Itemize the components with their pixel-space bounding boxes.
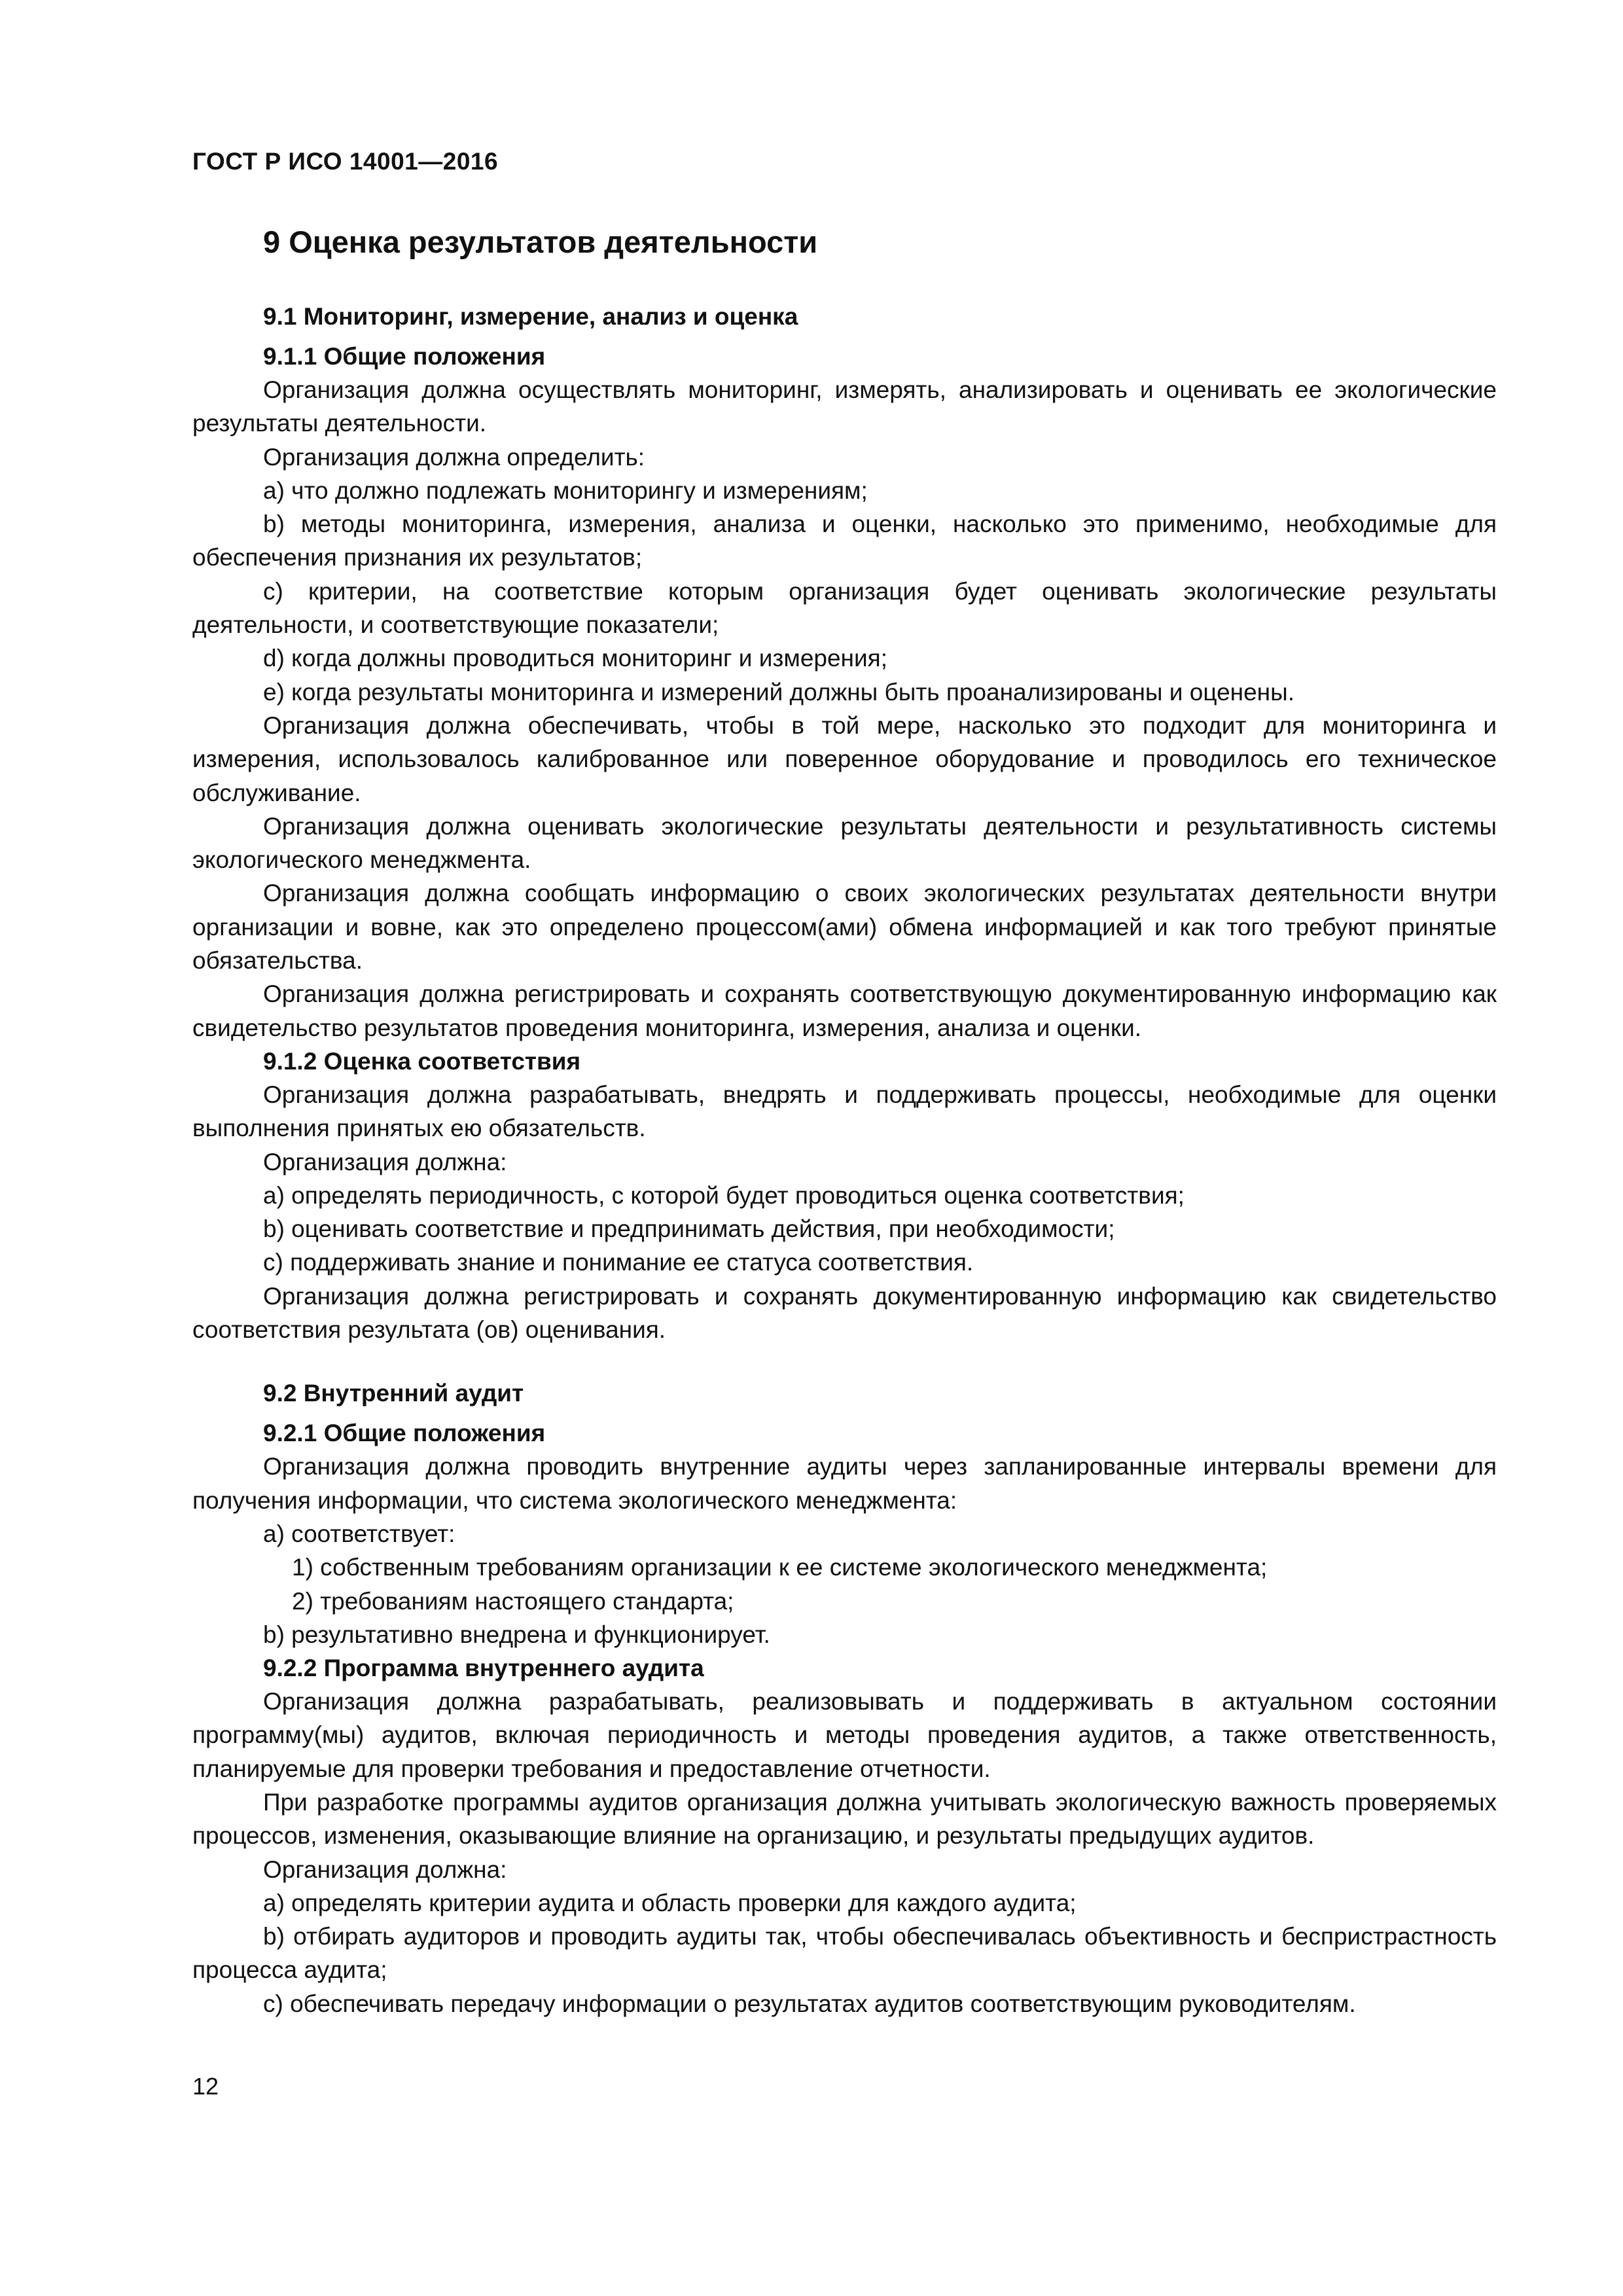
subsection-heading-9-2: 9.2 Внутренний аудит	[263, 1380, 524, 1407]
paragraph: Организация должна оценивать экологические результаты деятельности и результативность системы экологического менеджмента.	[192, 812, 1497, 874]
paragraph: Организация должна обеспечивать, чтобы в той мере, насколько это подходит для мониторинга и измерения, использовалось калиброванное или поверенное оборудование и проводилось его техническое обслуживание.	[192, 711, 1497, 806]
clause-heading-9-1-2: 9.1.2 Оценка соответствия	[263, 1047, 581, 1075]
paragraph: Организация должна регистрировать и сохранять соответствующую документированную информацию как свидетельство результатов проведения мониторинга, измерения, анализа и оценки.	[192, 980, 1497, 1041]
standard-designation: ГОСТ Р ИСО 14001—2016	[192, 148, 499, 175]
list-item: а) определять периодичность, с которой будет проводиться оценка соответствия;	[263, 1181, 1185, 1209]
paragraph: Организация должна разрабатывать, реализовывать и поддерживать в актуальном состоянии программу(мы) аудитов, включая периодичность и методы проведения аудитов, а также ответственность, планируемые для проверки требования и предоставление отчетности.	[192, 1688, 1497, 1782]
paragraph: Организация должна осуществлять мониторинг, измерять, анализировать и оценивать ее экологические результаты деятельности.	[192, 376, 1497, 437]
paragraph: Организация должна разрабатывать, внедрять и поддерживать процессы, необходимые для оценки выполнения принятых ею обязательств.	[192, 1081, 1497, 1142]
list-item: b) оценивать соответствие и предпринимать действия, при необходимости;	[263, 1215, 1115, 1243]
list-item: а) определять критерии аудита и область проверки для каждого аудита;	[263, 1889, 1077, 1916]
clause-heading-9-2-1: 9.2.1 Общие положения	[263, 1420, 546, 1447]
list-item: с) обеспечивать передачу информации о результатах аудитов соответствующим руководителям.	[263, 1990, 1356, 2017]
list-item: b) результативно внедрена и функционирует.	[263, 1621, 770, 1648]
paragraph: Организация должна определить:	[263, 443, 645, 471]
paragraph: Организация должна проводить внутренние аудиты через запланированные интервалы времени для получения информации, что система экологического менеджмента:	[192, 1453, 1497, 1514]
list-item: а) что должно подлежать мониторингу и измерениям;	[263, 476, 868, 504]
list-item: а) соответствует:	[263, 1520, 455, 1547]
clause-heading-9-2-2: 9.2.2 Программа внутреннего аудита	[263, 1655, 704, 1682]
section-heading: 9 Оценка результатов деятельности	[263, 224, 818, 259]
paragraph: Организация должна:	[263, 1148, 507, 1175]
paragraph: При разработке программы аудитов организация должна учитывать экологическую важность проверяемых процессов, изменения, оказывающие влияние на организацию, и результаты предыдущих аудитов.	[192, 1788, 1497, 1850]
list-subitem: 1) собственным требованиям организации к ее системе экологического менеджмента;	[292, 1554, 1268, 1581]
paragraph: Организация должна:	[263, 1856, 507, 1883]
clause-heading-9-1-1: 9.1.1 Общие положения	[263, 343, 546, 370]
list-subitem: 2) требованиям настоящего стандарта;	[292, 1587, 734, 1615]
list-item: b) отбирать аудиторов и проводить аудиты так, чтобы обеспечивалась объективность и беспристрастность процесса аудита;	[192, 1923, 1497, 1984]
list-item: d) когда должны проводиться мониторинг и измерения;	[263, 645, 887, 672]
list-item: с) поддерживать знание и понимание ее статуса соответствия.	[263, 1249, 974, 1276]
list-item: е) когда результаты мониторинга и измерений должны быть проанализированы и оценены.	[263, 678, 1294, 706]
list-item: b) методы мониторинга, измерения, анализа и оценки, насколько это применимо, необходимые для обеспечения признания их результатов;	[192, 511, 1497, 571]
paragraph: Организация должна сообщать информацию о своих экологических результатах деятельности внутри организации и вовне, как это определено процессом(ами) обмена информацией и как того требуют принятые обязательства.	[192, 880, 1497, 975]
page-number: 12	[192, 2073, 219, 2100]
subsection-heading-9-1: 9.1 Мониторинг, измерение, анализ и оценка	[263, 303, 798, 330]
page-content	[192, 223, 1497, 2020]
list-item: с) критерии, на соответствие которым организация будет оценивать экологические результаты деятельности, и соответствующие показатели;	[192, 577, 1497, 639]
paragraph: Организация должна регистрировать и сохранять документированную информацию как свидетельство соответствия результата (ов) оценивания.	[192, 1282, 1497, 1344]
